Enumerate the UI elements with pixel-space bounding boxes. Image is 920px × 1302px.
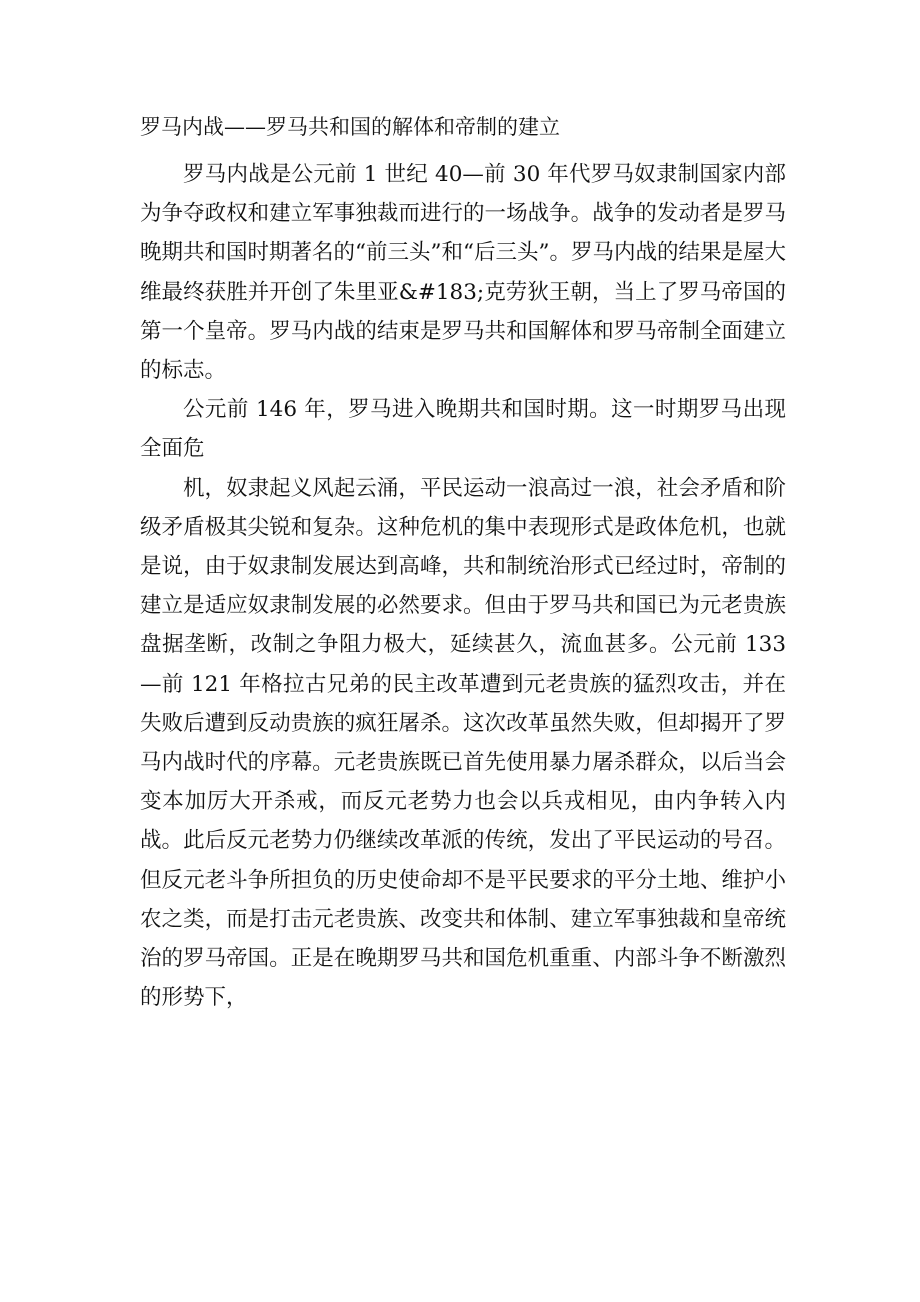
document-body bbox=[140, 114, 786, 1017]
paragraph-2: 公元前 146 年，罗马进入晚期共和国时期。这一时期罗马出现全面危 bbox=[140, 397, 786, 462]
document-title: 罗马内战——罗马共和国的解体和帝制的建立 bbox=[140, 115, 560, 139]
paragraph-1: 罗马内战是公元前 1 世纪 40—前 30 年代罗马奴隶制国家内部为争夺政权和建立军事独裁而进行的一场战争。战争的发动者是罗马晚期共和国时期著名的“前三头”和“后三头”。罗马内战的结果是屋大维最终获胜并开创了朱里亚&#183;克劳狄王朝，当上了罗马帝国的第一个皇帝。罗马内战的结束是罗马共和国解体和罗马帝制全面建立的标志。 bbox=[140, 162, 786, 384]
paragraph-3: 机，奴隶起义风起云涌，平民运动一浪高过一浪，社会矛盾和阶级矛盾极其尖锐和复杂。这种危机的集中表现形式是政体危机，也就是说，由于奴隶制发展达到高峰，共和制统治形式已经过时，帝制的建立是适应奴隶制发展的必然要求。但由于罗马共和国已为元老贵族盘据垄断，改制之争阻力极大，延续甚久，流血甚多。公元前 133—前 121 年格拉古兄弟的民主改革遭到元老贵族的猛烈攻击，并在失败后遭到反动贵族的疯狂屠杀。这次改革虽然失败，但却揭开了罗马内战时代的序幕。元老贵族既已首先使用暴力屠杀群众，以后当会变本加厉大开杀戒，而反元老势力也会以兵戎相见，由内争转入内战。此后反元老势力仍继续改革派的传统，发出了平民运动的号召。但反元老斗争所担负的历史使命却不是平民要求的平分土地、维护小农之类，而是打击元老贵族、改变共和体制、建立军事独裁和皇帝统治的罗马帝国。正是在晚期罗马共和国危机重重、内部斗争不断激烈的形势下， bbox=[140, 475, 786, 1011]
